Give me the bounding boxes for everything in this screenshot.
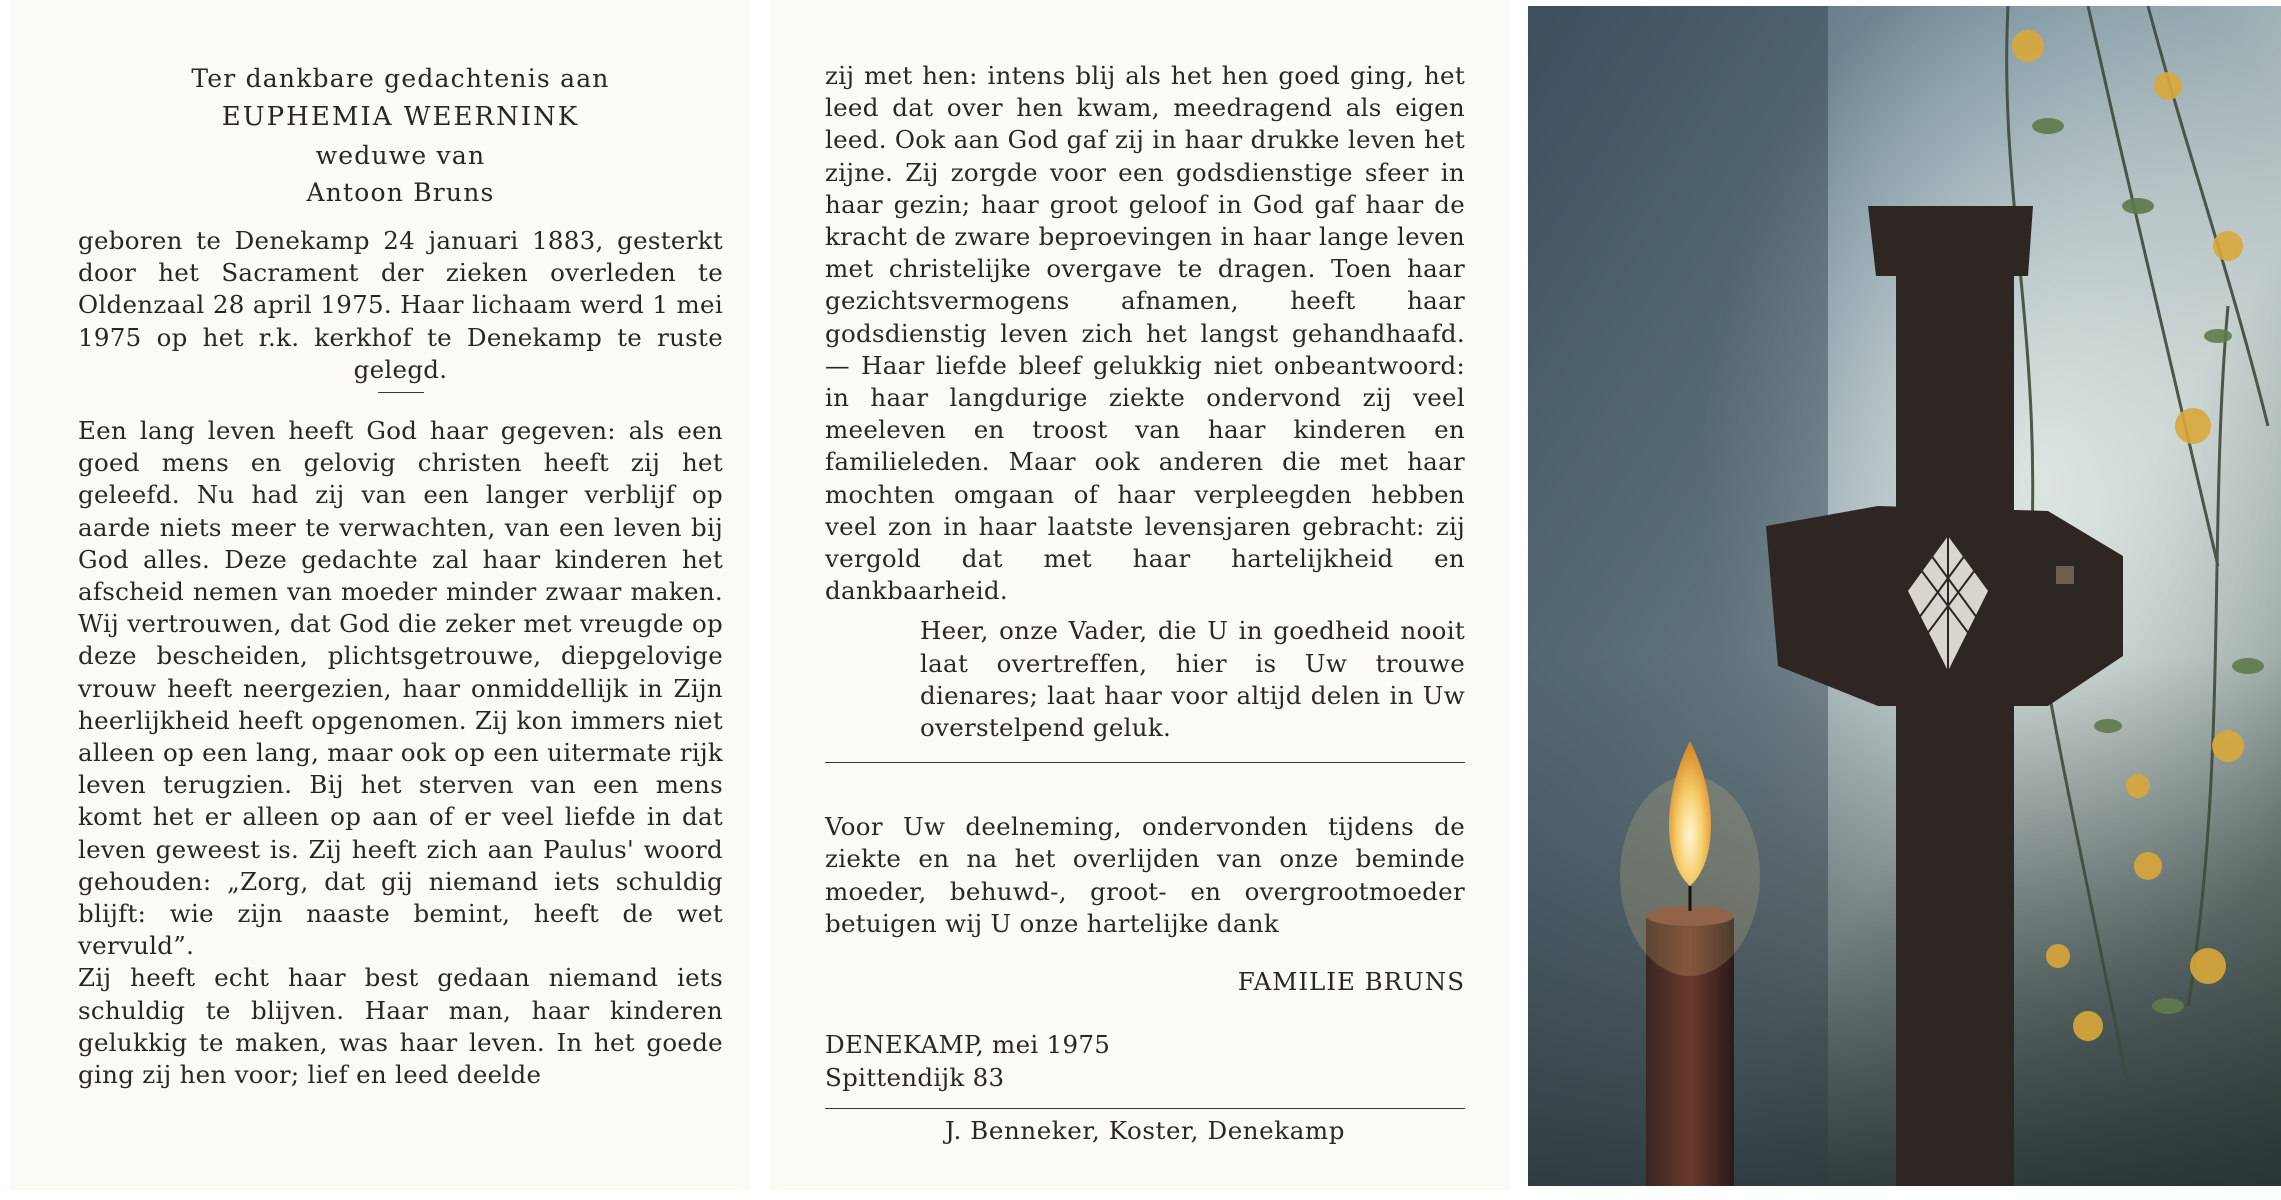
prayer: Heer, onze Vader, die U in goedheid nooit laat overtreffen, hier is Uw trouwe dienares; laat haar voor altijd delen in Uw overstelpend geluk. bbox=[920, 616, 1465, 743]
long-divider-bottom bbox=[825, 1108, 1465, 1109]
left-column bbox=[78, 60, 723, 1091]
place-date: DENEKAMP, mei 1975 bbox=[825, 1030, 1111, 1060]
photo-page bbox=[1528, 6, 2281, 1186]
eulogy-paragraph-2: Zij heeft echt haar best gedaan niemand iets schuldig te blijven. Haar man, haar kinderen gelukkig te maken, was haar leven. In het goede ging zij hen voor; lief en leed deelde bbox=[78, 963, 723, 1090]
cross-with-candle-icon bbox=[1528, 6, 2281, 1186]
biography: geboren te Denekamp 24 januari 1883, gesterkt door het Sacrament der zieken overleden te Oldenzaal 28 april 1975. Haar lichaam werd 1 mei 1975 op het r.k. kerkhof te Denekamp te ruste gelegd. bbox=[78, 226, 723, 384]
middle-page bbox=[770, 0, 1510, 1190]
printer-credit: J. Benneker, Koster, Denekamp bbox=[944, 1116, 1346, 1146]
eulogy-continuation: zij met hen: intens blij als het hen goed ging, het leed dat over hen kwam, meedragend als eigen leed. Ook aan God gaf zij in haar drukke leven het zijne. Zij zorgde voor een godsdienstige sfeer in haar gezin; haar groot geloof in God gaf haar de kracht de zware beproevingen in haar lange leven met christelijke overgave te dragen. Toen haar gezichtsvermogens afnamen, heeft haar godsdienstig leven zich het langst gehandhaafd. — Haar liefde bleef gelukkig niet onbeantwoord: in haar langdurige ziekte ondervond zij veel meeleven en troost van haar kinderen en familieleden. Maar ook anderen die met haar mochten omgaan of haar verpleegden hebben veel zon in haar laatste levensjaren gebracht: zij vergold dat met haar hartelijkheid en dankbaarheid. bbox=[825, 61, 1465, 606]
family-signature: FAMILIE BRUNS bbox=[1237, 967, 1465, 997]
widow-of-line: weduwe van bbox=[315, 141, 486, 170]
left-page bbox=[10, 0, 750, 1190]
memorial-heading: Ter dankbare gedachtenis aan bbox=[191, 64, 610, 93]
address: Spittendijk 83 bbox=[825, 1063, 1005, 1093]
deceased-name: EUPHEMIA WEERNINK bbox=[221, 102, 580, 132]
husband-name: Antoon Bruns bbox=[306, 178, 495, 207]
eulogy-paragraph-1: Een lang leven heeft God haar gegeven: als een goed mens en gelovig christen heeft zij het geleefd. Nu had zij van een langer verblijf op aarde niets meer te verwachten, van een leven bij God alles. Deze gedachte zal haar kinderen het afscheid nemen van moeder minder zwaar maken. Wij vertrouwen, dat God die zeker met vreugde op deze bescheiden, plichtsgetrouwe, diepgelovige vrouw heeft neergezien, haar onmiddellijk in Zijn heerlijkheid heeft opgenomen. Zij kon immers niet alleen op een lang, maar ook op een uitermate rijk leven terugzien. Bij het sterven van een mens komt het er alleen op aan of er veel liefde in dat leven geweest is. Zij heeft zich aan Paulus' woord gehouden: „Zorg, dat gij niemand iets schuldig blijft: wie zijn naaste bemint, heeft de wet vervuld”. bbox=[78, 416, 723, 961]
thanks-message: Voor Uw deelneming, ondervonden tijdens de ziekte en na het overlijden van onze beminde moeder, behuwd-, groot- en overgrootmoeder betuigen wij U onze hartelijke dank bbox=[825, 812, 1465, 938]
middle-column bbox=[825, 60, 1465, 1148]
